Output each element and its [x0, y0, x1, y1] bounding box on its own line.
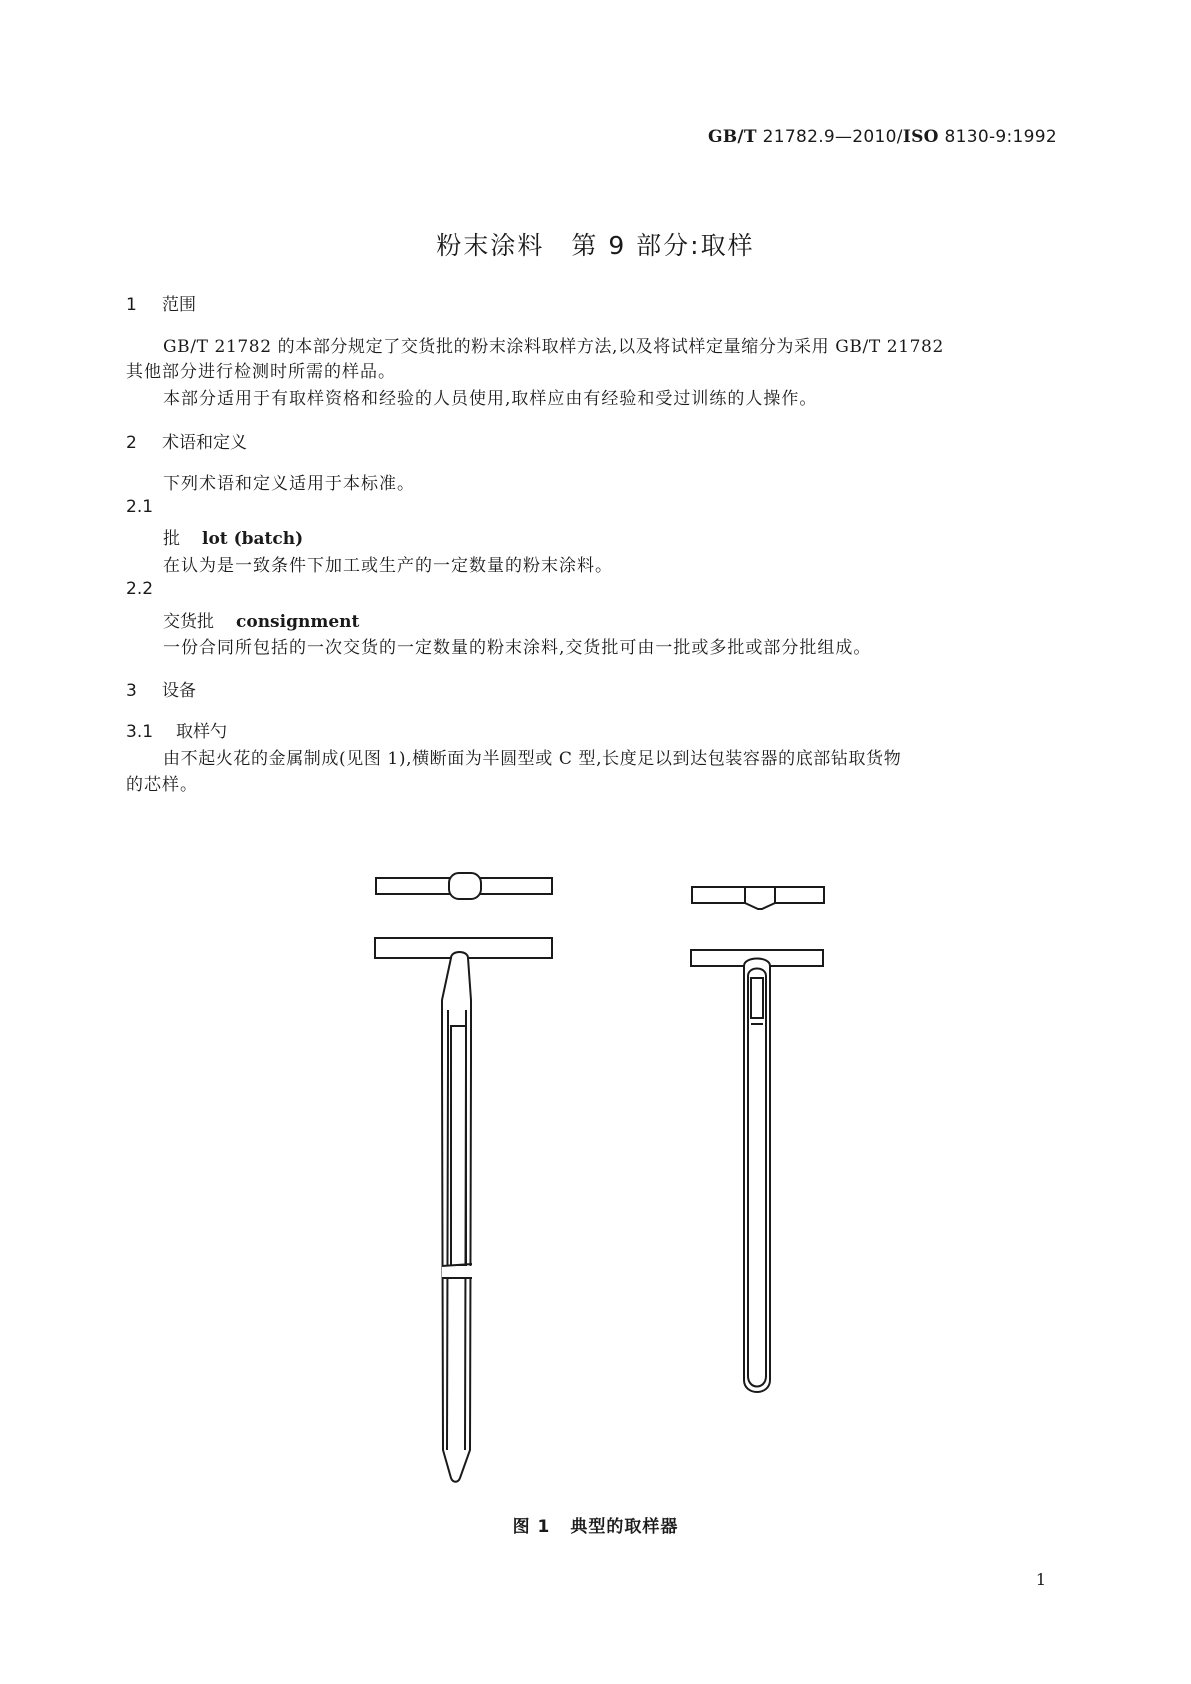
section-title: 设备: [162, 681, 196, 701]
term-cn: 交货批: [163, 612, 214, 632]
s1-paragraph-2: 本部分适用于有取样资格和经验的人员使用,取样应由有经验和受过训练的人操作。: [163, 389, 818, 409]
iso-number: 8130-9:1992: [944, 127, 1057, 147]
term-2-2-number: 2.2: [126, 579, 154, 599]
term-en: lot (batch): [202, 529, 304, 549]
term-2-2-definition: 一份合同所包括的一次交货的一定数量的粉末涂料,交货批可由一批或多批或部分批组成。: [163, 638, 872, 658]
term-2-1-number: 2.1: [126, 497, 154, 517]
term-en: consignment: [236, 612, 360, 632]
s1-paragraph-1-line-1: GB/T 21782 的本部分规定了交货批的粉末涂料取样方法,以及将试样定量缩分为采用 GB/T 21782: [163, 337, 944, 357]
subsection-number: 3.1: [126, 722, 154, 742]
section-number: 1: [126, 295, 137, 315]
figure-title: 典型的取样器: [570, 1517, 679, 1537]
figure-label: 图 1: [512, 1517, 551, 1537]
s1-paragraph-1-line-2: 其他部分进行检测时所需的样品。: [126, 362, 396, 382]
section-number: 3: [126, 681, 137, 701]
section-title: 范围: [162, 295, 196, 315]
std-prefix: GB/T: [707, 127, 757, 147]
s3-paragraph-line-1: 由不起火花的金属制成(见图 1),横断面为半圆型或 C 型,长度足以到达包装容器的底部钻取货物: [163, 749, 902, 769]
section-title: 术语和定义: [162, 433, 247, 453]
subsection-title: 取样勺: [176, 722, 227, 742]
term-cn: 批: [163, 529, 180, 549]
s3-paragraph-line-2: 的芯样。: [126, 775, 198, 795]
document-title: 粉末涂料 第 9 部分:取样: [436, 231, 755, 260]
iso-prefix: ISO: [902, 127, 939, 147]
right-sampler-side-view: [691, 950, 823, 1392]
section-number: 2: [126, 433, 137, 453]
figure-caption: [0, 1512, 1191, 1537]
left-sampler-top-view: [376, 873, 552, 899]
std-number: 21782.9—2010/: [762, 127, 903, 147]
term-2-1-definition: 在认为是一致条件下加工或生产的一定数量的粉末涂料。: [163, 556, 613, 576]
right-sampler-top-view: [692, 887, 824, 909]
left-sampler-side-view: [375, 938, 552, 1482]
page-number: 1: [1035, 1570, 1046, 1589]
s2-intro: 下列术语和定义适用于本标准。: [163, 474, 415, 494]
